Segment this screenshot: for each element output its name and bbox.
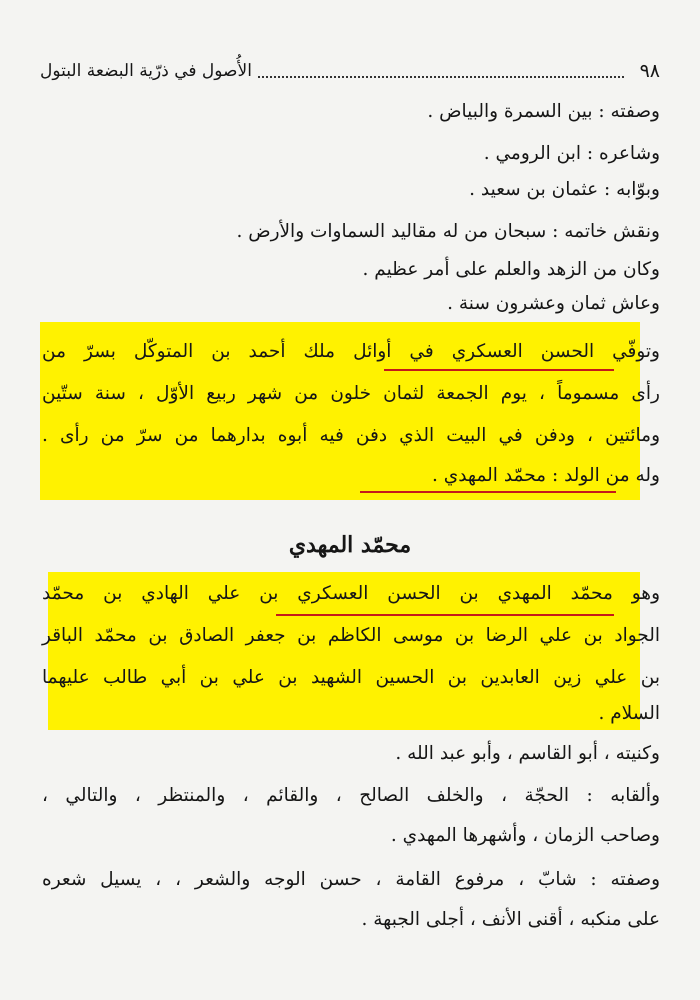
red-underline — [384, 369, 614, 371]
text-line: بن علي زين العابدين بن الحسين الشهيد بن علي بن أبي طالب عليهما — [42, 667, 660, 688]
text-line: وكان من الزهد والعلم على أمر عظيم . — [362, 259, 660, 280]
text-line: السلام . — [598, 703, 660, 724]
text-line: وهو محمّد المهدي بن الحسن العسكري بن علي الهادي بن محمّد — [42, 583, 660, 604]
text-line: وصاحب الزمان ، وأشهرها المهدي . — [390, 825, 660, 846]
text-line: ومائتين ، ودفن في البيت الذي دفن فيه أبوه بدارهما من سرّ من رأى . — [42, 425, 660, 446]
page-number: ٩٨ — [639, 60, 660, 82]
section-title: محمّد المهدي — [288, 532, 412, 558]
text-line: وله من الولد : محمّد المهدي . — [431, 465, 660, 486]
red-underline — [276, 614, 614, 616]
text-line: وبوّابه : عثمان بن سعيد . — [469, 179, 660, 200]
text-line: وصفته : شابّ ، مرفوع القامة ، حسن الوجه والشعر ، ، يسيل شعره — [42, 869, 660, 890]
red-underline — [360, 491, 616, 493]
text-line: الجواد بن علي الرضا بن موسى الكاظم بن جعفر الصادق بن محمّد الباقر — [42, 625, 660, 646]
text-line: وصفته : بين السمرة والبياض . — [427, 101, 660, 122]
text-line: وعاش ثمان وعشرون سنة . — [447, 293, 660, 314]
text-line: رأى مسموماً ، يوم الجمعة لثمان خلون من شهر ربيع الأوّل ، سنة ستّين — [42, 383, 660, 404]
text-line: وتوفّي الحسن العسكري في أوائل ملك أحمد بن المتوكّل بسرّ من — [42, 341, 660, 362]
page-header — [40, 56, 660, 86]
text-line: وألقابه : الحجّة ، والخلف الصالح ، والقائم ، والمنتظر ، والتالي ، — [42, 785, 660, 806]
text-line: على منكبه ، أقنى الأنف ، أجلى الجبهة . — [361, 909, 660, 930]
text-line: وشاعره : ابن الرومي . — [483, 143, 660, 164]
running-title: الأُصول في ذرّية البضعة البتول — [40, 61, 252, 81]
text-line: وكنيته ، أبو القاسم ، وأبو عبد الله . — [395, 743, 660, 764]
header-dots — [258, 64, 624, 78]
text-line: ونقش خاتمه : سبحان من له مقاليد السماوات والأرض . — [236, 221, 660, 242]
